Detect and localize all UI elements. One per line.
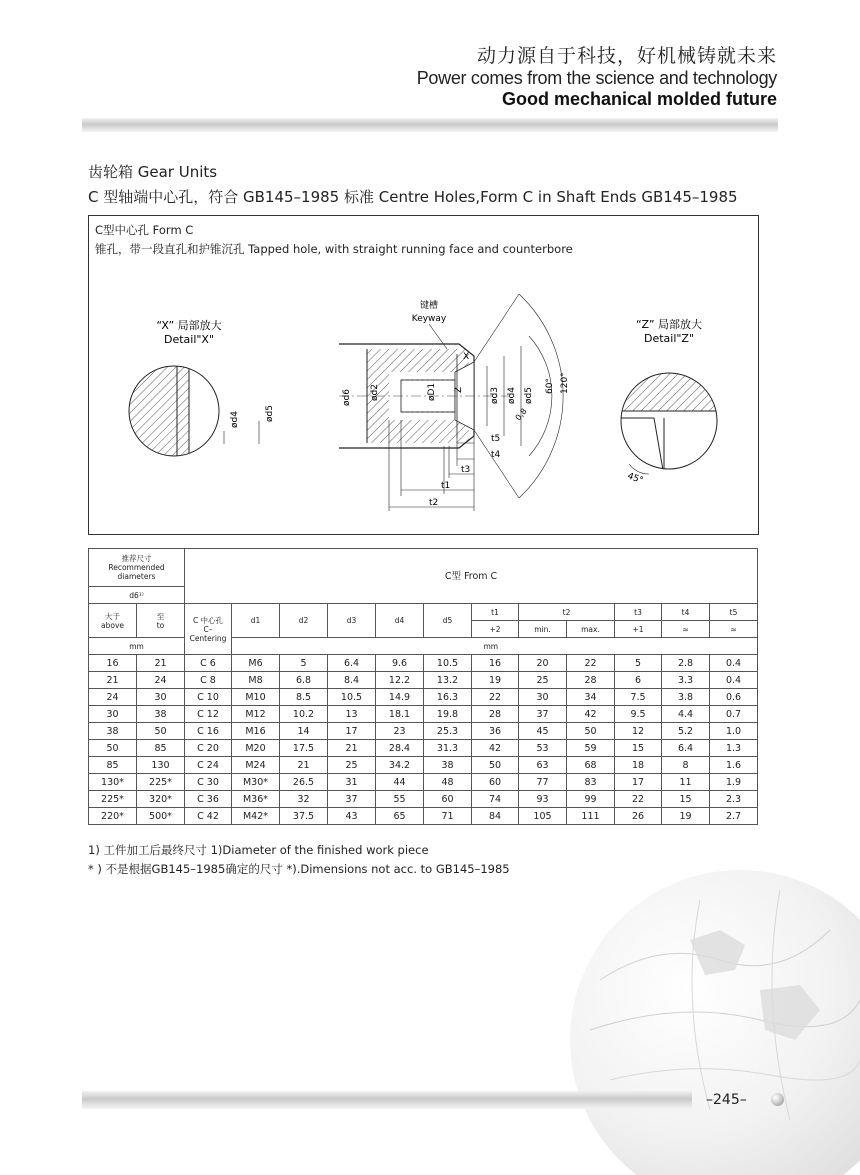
dim-d5-detail: ød5 xyxy=(265,405,275,422)
page-dot-icon xyxy=(771,1093,784,1106)
table-cell: 60 xyxy=(424,791,472,808)
table-cell: 28.4 xyxy=(376,740,424,757)
table-row xyxy=(89,672,758,689)
header-t5: t5 xyxy=(710,604,758,621)
table-cell: 0.7 xyxy=(710,706,758,723)
table-row xyxy=(89,655,758,672)
header-t2-max: max. xyxy=(567,621,615,638)
table-cell: 0.6 xyxy=(710,689,758,706)
table-cell: M36* xyxy=(232,791,280,808)
table-cell: M42* xyxy=(232,808,280,825)
dim-t1: t1 xyxy=(441,481,451,491)
table-cell: 43 xyxy=(328,808,376,825)
header-unit-mm: mm xyxy=(89,638,185,655)
label-z: Z xyxy=(454,386,464,393)
table-row xyxy=(89,740,758,757)
table-cell: 8.5 xyxy=(280,689,328,706)
header-d1: d1 xyxy=(232,604,280,638)
label-x: X xyxy=(463,352,470,362)
table-cell: 130 xyxy=(137,757,185,774)
table-cell: C 16 xyxy=(185,723,232,740)
table-cell: M10 xyxy=(232,689,280,706)
table-cell: 13 xyxy=(328,706,376,723)
table-cell: M6 xyxy=(232,655,280,672)
table-cell: 1.3 xyxy=(710,740,758,757)
table-cell: 45 xyxy=(519,723,567,740)
dim-d4-detail: ød4 xyxy=(230,411,240,428)
header-d4: d4 xyxy=(376,604,424,638)
table-cell: 320* xyxy=(137,791,185,808)
table-cell: 1.6 xyxy=(710,757,758,774)
dim-d6: ød6 xyxy=(342,389,352,406)
table-cell: 2.3 xyxy=(710,791,758,808)
header-t2-min: min. xyxy=(519,621,567,638)
header-t2: t2 xyxy=(519,604,615,621)
table-cell: 24 xyxy=(137,672,185,689)
table-cell: M12 xyxy=(232,706,280,723)
table-cell: 22 xyxy=(472,689,519,706)
table-cell: 38 xyxy=(137,706,185,723)
slogan-en-line1: Power comes from the science and technology xyxy=(416,68,777,88)
table-cell: 220* xyxy=(89,808,137,825)
table-cell: M20 xyxy=(232,740,280,757)
header-centering: C 中心孔 C– Centering xyxy=(185,604,232,655)
table-cell: 22 xyxy=(615,791,662,808)
table-cell: 16 xyxy=(89,655,137,672)
table-cell: 6.4 xyxy=(328,655,376,672)
table-cell: 30 xyxy=(89,706,137,723)
drawing-frame xyxy=(88,215,759,535)
table-row xyxy=(89,706,758,723)
table-cell: 8.4 xyxy=(328,672,376,689)
table-cell: 37 xyxy=(328,791,376,808)
dim-t3: t3 xyxy=(461,465,471,475)
table-cell: C 12 xyxy=(185,706,232,723)
table-cell: 13.2 xyxy=(424,672,472,689)
angle-60: 60° xyxy=(545,378,555,394)
figure-caption-desc: 锥孔，带一段直孔和护锥沉孔 Tapped hole, with straight running face and counterbore xyxy=(95,242,573,256)
table-cell: 9.6 xyxy=(376,655,424,672)
table-cell: 25 xyxy=(519,672,567,689)
header-d2: d2 xyxy=(280,604,328,638)
table-cell: 19.8 xyxy=(424,706,472,723)
detail-z-title-en: Detail"Z" xyxy=(643,332,695,345)
table-cell: 65 xyxy=(376,808,424,825)
table-cell: 11 xyxy=(662,774,710,791)
header-t1: t1 xyxy=(472,604,519,621)
table-cell: 8 xyxy=(662,757,710,774)
table-cell: 63 xyxy=(519,757,567,774)
table-cell: 85 xyxy=(89,757,137,774)
table-cell: 55 xyxy=(376,791,424,808)
footnote-2: * ) 不是根据GB145–1985确定的尺寸 *).Dimensions not acc. to GB145–1985 xyxy=(88,862,510,876)
header-form: C型 From C xyxy=(185,549,758,604)
table-cell: 19 xyxy=(472,672,519,689)
table-cell: 37 xyxy=(519,706,567,723)
table-cell: 30 xyxy=(519,689,567,706)
table-cell: 26 xyxy=(615,808,662,825)
table-cell: 53 xyxy=(519,740,567,757)
table-cell: 1.0 xyxy=(710,723,758,740)
detail-x-title-cn: “X” 局部放大 xyxy=(156,319,222,332)
table-cell: 7.5 xyxy=(615,689,662,706)
table-cell: 93 xyxy=(519,791,567,808)
dim-t5: t5 xyxy=(491,434,501,444)
table-cell: 225* xyxy=(89,791,137,808)
table-cell: 18.1 xyxy=(376,706,424,723)
table-cell: 3.8 xyxy=(662,689,710,706)
table-cell: C 42 xyxy=(185,808,232,825)
table-cell: 9.5 xyxy=(615,706,662,723)
dim-d5: ød5 xyxy=(524,387,534,404)
table-cell: 10.5 xyxy=(424,655,472,672)
table-cell: 1.9 xyxy=(710,774,758,791)
table-cell: 31.3 xyxy=(424,740,472,757)
table-cell: M16 xyxy=(232,723,280,740)
table-row xyxy=(89,723,758,740)
table-cell: 500* xyxy=(137,808,185,825)
table-row xyxy=(89,791,758,808)
table-cell: 4.4 xyxy=(662,706,710,723)
angle-45: 45° xyxy=(625,471,645,487)
table-cell: M24 xyxy=(232,757,280,774)
table-cell: 50 xyxy=(137,723,185,740)
table-cell: 50 xyxy=(472,757,519,774)
table-cell: 50 xyxy=(567,723,615,740)
slogan-cn: 动力源自于科技，好机械铸就未来 xyxy=(476,45,777,67)
header-d5: d5 xyxy=(424,604,472,638)
table-cell: 21 xyxy=(328,740,376,757)
table-cell: 17 xyxy=(328,723,376,740)
header-d3: d3 xyxy=(328,604,376,638)
table-cell: 38 xyxy=(424,757,472,774)
table-cell: 84 xyxy=(472,808,519,825)
header-above: 大于 above xyxy=(89,604,137,638)
table-cell: 10.2 xyxy=(280,706,328,723)
table-cell: 225* xyxy=(137,774,185,791)
table-cell: 12.2 xyxy=(376,672,424,689)
detail-z-title-cn: “Z” 局部放大 xyxy=(635,318,703,331)
table-cell: 28 xyxy=(472,706,519,723)
table-cell: 15 xyxy=(662,791,710,808)
table-cell: 37.5 xyxy=(280,808,328,825)
table-cell: C 24 xyxy=(185,757,232,774)
header-t4-tol: ≈ xyxy=(662,621,710,638)
figure-caption-form: C型中心孔 Form C xyxy=(95,223,194,237)
table-cell: 34 xyxy=(567,689,615,706)
header-d6: d6¹⁾ xyxy=(89,587,185,604)
radius-0-8: 0,8 xyxy=(513,406,529,423)
table-cell: 59 xyxy=(567,740,615,757)
table-cell: 28 xyxy=(567,672,615,689)
table-cell: C 36 xyxy=(185,791,232,808)
technical-drawing xyxy=(89,216,758,534)
table-cell: 10.5 xyxy=(328,689,376,706)
table-cell: 5 xyxy=(615,655,662,672)
table-cell: 26.5 xyxy=(280,774,328,791)
table-row xyxy=(89,808,758,825)
page-number: –245– xyxy=(706,1092,747,1108)
table-cell: 42 xyxy=(472,740,519,757)
table-cell: 15 xyxy=(615,740,662,757)
dimensions-table xyxy=(88,548,758,825)
table-cell: 31 xyxy=(328,774,376,791)
table-cell: C 20 xyxy=(185,740,232,757)
table-cell: 99 xyxy=(567,791,615,808)
table-cell: 5.2 xyxy=(662,723,710,740)
table-cell: 0.4 xyxy=(710,655,758,672)
table-cell: 83 xyxy=(567,774,615,791)
dim-d4: ød4 xyxy=(507,387,517,404)
table-cell: 18 xyxy=(615,757,662,774)
table-cell: 77 xyxy=(519,774,567,791)
table-cell: 24 xyxy=(89,689,137,706)
table-cell: 21 xyxy=(137,655,185,672)
table-row xyxy=(89,689,758,706)
table-cell: 12 xyxy=(615,723,662,740)
table-cell: 111 xyxy=(567,808,615,825)
table-cell: 6 xyxy=(615,672,662,689)
table-cell: 20 xyxy=(519,655,567,672)
table-cell: M30* xyxy=(232,774,280,791)
table-row xyxy=(89,774,758,791)
header-t3-tol: +1 xyxy=(615,621,662,638)
table-cell: 48 xyxy=(424,774,472,791)
table-cell: 130* xyxy=(89,774,137,791)
table-cell: 3.3 xyxy=(662,672,710,689)
table-cell: 68 xyxy=(567,757,615,774)
section-subtitle: C 型轴端中心孔，符合 GB145–1985 标准 Centre Holes,Form C in Shaft Ends GB145–1985 xyxy=(88,188,738,206)
table-cell: 85 xyxy=(137,740,185,757)
table-cell: 60 xyxy=(472,774,519,791)
table-cell: 32 xyxy=(280,791,328,808)
header-divider xyxy=(82,118,778,132)
header-t3: t3 xyxy=(615,604,662,621)
header-unit-mm-2: mm xyxy=(472,638,758,655)
table-cell: 34.2 xyxy=(376,757,424,774)
table-cell: 14 xyxy=(280,723,328,740)
table-cell: 14.9 xyxy=(376,689,424,706)
keyway-label-cn: 键槽 xyxy=(419,301,439,311)
dim-D1: øD1 xyxy=(427,382,437,401)
header-t1-tol: +2 xyxy=(472,621,519,638)
angle-120: 120° xyxy=(560,372,570,394)
table-cell: 22 xyxy=(567,655,615,672)
dim-d2: ød2 xyxy=(370,384,380,401)
dim-t4: t4 xyxy=(491,450,501,460)
table-cell: 23 xyxy=(376,723,424,740)
table-cell: 74 xyxy=(472,791,519,808)
table-cell: 36 xyxy=(472,723,519,740)
detail-z-view xyxy=(619,366,729,476)
table-cell: C 6 xyxy=(185,655,232,672)
table-cell: 38 xyxy=(89,723,137,740)
table-cell: 25 xyxy=(328,757,376,774)
table-cell: 21 xyxy=(280,757,328,774)
header-to: 至 to xyxy=(137,604,185,638)
header-recommended: 推荐尺寸 Recommended diameters xyxy=(89,549,185,587)
footer-divider xyxy=(82,1091,692,1109)
table-cell: 17 xyxy=(615,774,662,791)
table-cell: 50 xyxy=(89,740,137,757)
table-cell: 6.4 xyxy=(662,740,710,757)
table-cell: 30 xyxy=(137,689,185,706)
table-cell: 2.7 xyxy=(710,808,758,825)
table-cell: 6.8 xyxy=(280,672,328,689)
header-t4: t4 xyxy=(662,604,710,621)
table-cell: 44 xyxy=(376,774,424,791)
dim-d3: ød3 xyxy=(490,387,500,404)
table-cell: 16.3 xyxy=(424,689,472,706)
dim-t2: t2 xyxy=(429,498,439,508)
table-cell: 17.5 xyxy=(280,740,328,757)
table-cell: 105 xyxy=(519,808,567,825)
detail-x-title-en: Detail"X" xyxy=(163,333,215,346)
table-cell: C 30 xyxy=(185,774,232,791)
header-t5-tol: ≈ xyxy=(710,621,758,638)
table-cell: C 8 xyxy=(185,672,232,689)
table-cell: 19 xyxy=(662,808,710,825)
table-cell: 42 xyxy=(567,706,615,723)
table-cell: 21 xyxy=(89,672,137,689)
table-cell: C 10 xyxy=(185,689,232,706)
footnote-1: 1) 工件加工后最终尺寸 1)Diameter of the finished work piece xyxy=(88,843,429,857)
table-cell: 5 xyxy=(280,655,328,672)
table-cell: 71 xyxy=(424,808,472,825)
slogan-en-line2: Good mechanical molded future xyxy=(501,89,777,109)
section-title: 齿轮箱 Gear Units xyxy=(88,163,218,181)
keyway-label-en: Keyway xyxy=(411,314,447,324)
header-slogan xyxy=(417,44,777,110)
table-cell: 16 xyxy=(472,655,519,672)
table-cell: 25.3 xyxy=(424,723,472,740)
table-cell: 0.4 xyxy=(710,672,758,689)
table-cell: M8 xyxy=(232,672,280,689)
shaft-section xyxy=(339,344,509,448)
table-row xyxy=(89,757,758,774)
table-cell: 2.8 xyxy=(662,655,710,672)
